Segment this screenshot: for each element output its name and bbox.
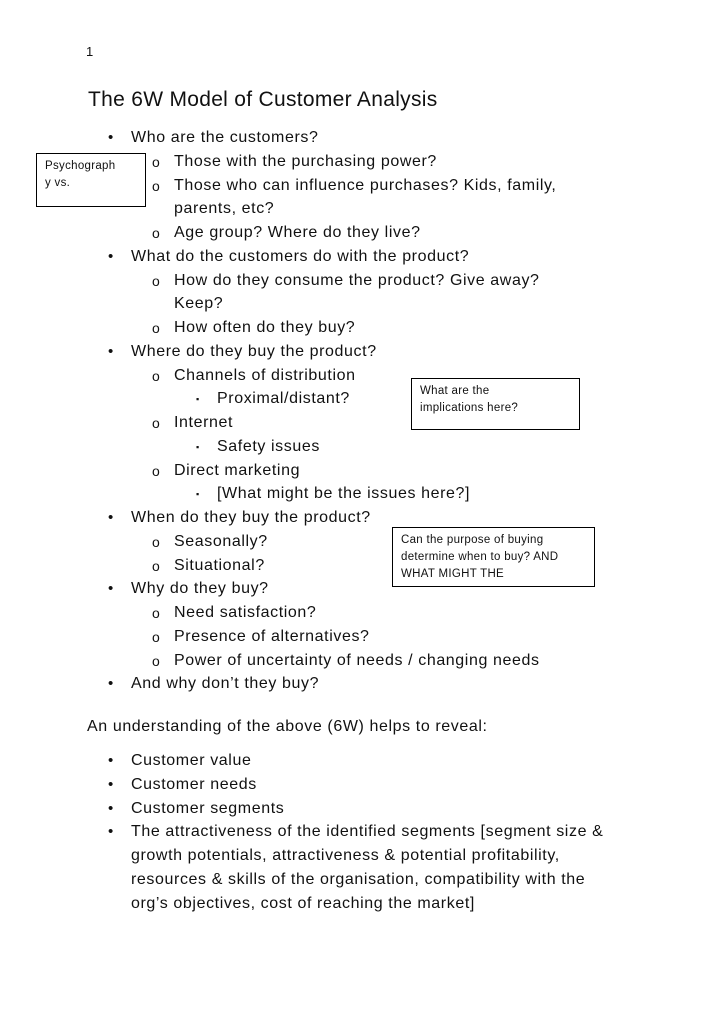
- outline-item-level-1: And why don’t they buy?: [131, 675, 320, 693]
- outline-item-level-2: Situational?: [174, 556, 265, 574]
- outline-item-level-2: Those who can influence purchases? Kids, family,: [174, 176, 557, 194]
- page-title: The 6W Model of Customer Analysis: [88, 88, 438, 111]
- bullet-level-1: •: [108, 675, 114, 693]
- summary-item: Customer value: [131, 752, 252, 769]
- outline-item-level-2: Power of uncertainty of needs / changing needs: [174, 651, 540, 669]
- outline-item-level-1: What do the customers do with the product?: [131, 247, 470, 265]
- outline-item-level-1: Where do they buy the product?: [131, 342, 377, 360]
- margin-note-box: [36, 153, 146, 207]
- bullet-level-2: o: [152, 367, 161, 384]
- bullet-level-2: o: [152, 225, 161, 241]
- outline-item-level-3: Safety issues: [217, 437, 320, 455]
- summary-item: Customer needs: [131, 775, 257, 793]
- bullet-level-3: ▪: [196, 441, 200, 452]
- bullet-level-1: •: [108, 799, 114, 817]
- bullet-level-2: o: [152, 605, 161, 621]
- margin-note-box: [411, 378, 580, 430]
- bullet-level-1: •: [108, 752, 114, 769]
- bullet-level-1: •: [108, 823, 114, 841]
- outline-item-level-2: Those with the purchasing power?: [174, 152, 437, 170]
- bullet-level-1: •: [108, 342, 114, 360]
- outline-item-level-2: How do they consume the product? Give away?: [174, 271, 540, 289]
- bullet-level-2: o: [152, 272, 161, 289]
- page-number: 1: [86, 44, 94, 59]
- summary-item: Customer segments: [131, 799, 285, 817]
- summary-item: org’s objectives, cost of reaching the market]: [131, 894, 475, 912]
- outline-item-level-2: Internet: [174, 414, 234, 431]
- bullet-level-2: o: [152, 652, 161, 669]
- outline-item-level-1: Why do they buy?: [131, 580, 269, 598]
- bullet-level-2: o: [152, 177, 161, 194]
- bullet-level-2: o: [152, 533, 161, 550]
- outline-item-level-3: Proximal/distant?: [217, 390, 350, 408]
- bullet-level-1: •: [108, 580, 114, 598]
- bullet-level-1: •: [108, 509, 114, 526]
- outline-item-level-2: Seasonally?: [174, 532, 268, 550]
- bullet-level-1: •: [108, 247, 114, 265]
- outline-item-level-2: How often do they buy?: [174, 319, 356, 336]
- note-line: y vs.: [45, 177, 71, 189]
- bullet-level-2: o: [152, 153, 161, 170]
- bullet-level-2: o: [152, 320, 161, 336]
- note-line: determine when to buy? AND: [401, 551, 559, 563]
- outline-item-level-2: Keep?: [174, 295, 224, 313]
- bullet-level-1: •: [108, 775, 114, 793]
- bullet-level-2: o: [152, 462, 161, 479]
- summary-item: resources & skills of the organisation, compatibility with the: [131, 870, 586, 888]
- note-line: What are the: [420, 385, 490, 397]
- outline-item-level-3: [What might be the issues here?]: [217, 485, 471, 503]
- note-line: Can the purpose of buying: [401, 534, 544, 546]
- outline-item-level-2: Channels of distribution: [174, 366, 356, 384]
- summary-item: The attractiveness of the identified segments [segment size &: [131, 823, 604, 841]
- outline-item-level-1: Who are the customers?: [131, 129, 319, 146]
- note-line: WHAT MIGHT THE: [401, 568, 505, 580]
- note-line: implications here?: [420, 402, 519, 414]
- note-line: Psychograph: [45, 160, 116, 172]
- bullet-level-2: o: [152, 628, 161, 645]
- outline-item-level-1: When do they buy the product?: [131, 509, 371, 526]
- bullet-level-3: ▪: [196, 394, 200, 405]
- summary-item: growth potentials, attractiveness & potential profitability,: [131, 847, 560, 864]
- outline-item-level-2: Age group? Where do they live?: [174, 224, 421, 241]
- outline-item-level-2: Direct marketing: [174, 461, 301, 479]
- outline-item-level-2: Need satisfaction?: [174, 604, 317, 621]
- margin-note-box: [392, 527, 595, 587]
- bullet-level-3: ▪: [196, 489, 200, 500]
- bullet-level-2: o: [152, 415, 161, 431]
- summary-intro: An understanding of the above (6W) helps to reveal:: [87, 718, 488, 735]
- outline-item-level-2: parents, etc?: [174, 200, 275, 218]
- outline-item-level-2: Presence of alternatives?: [174, 627, 370, 645]
- bullet-level-2: o: [152, 557, 161, 574]
- bullet-level-1: •: [108, 129, 114, 146]
